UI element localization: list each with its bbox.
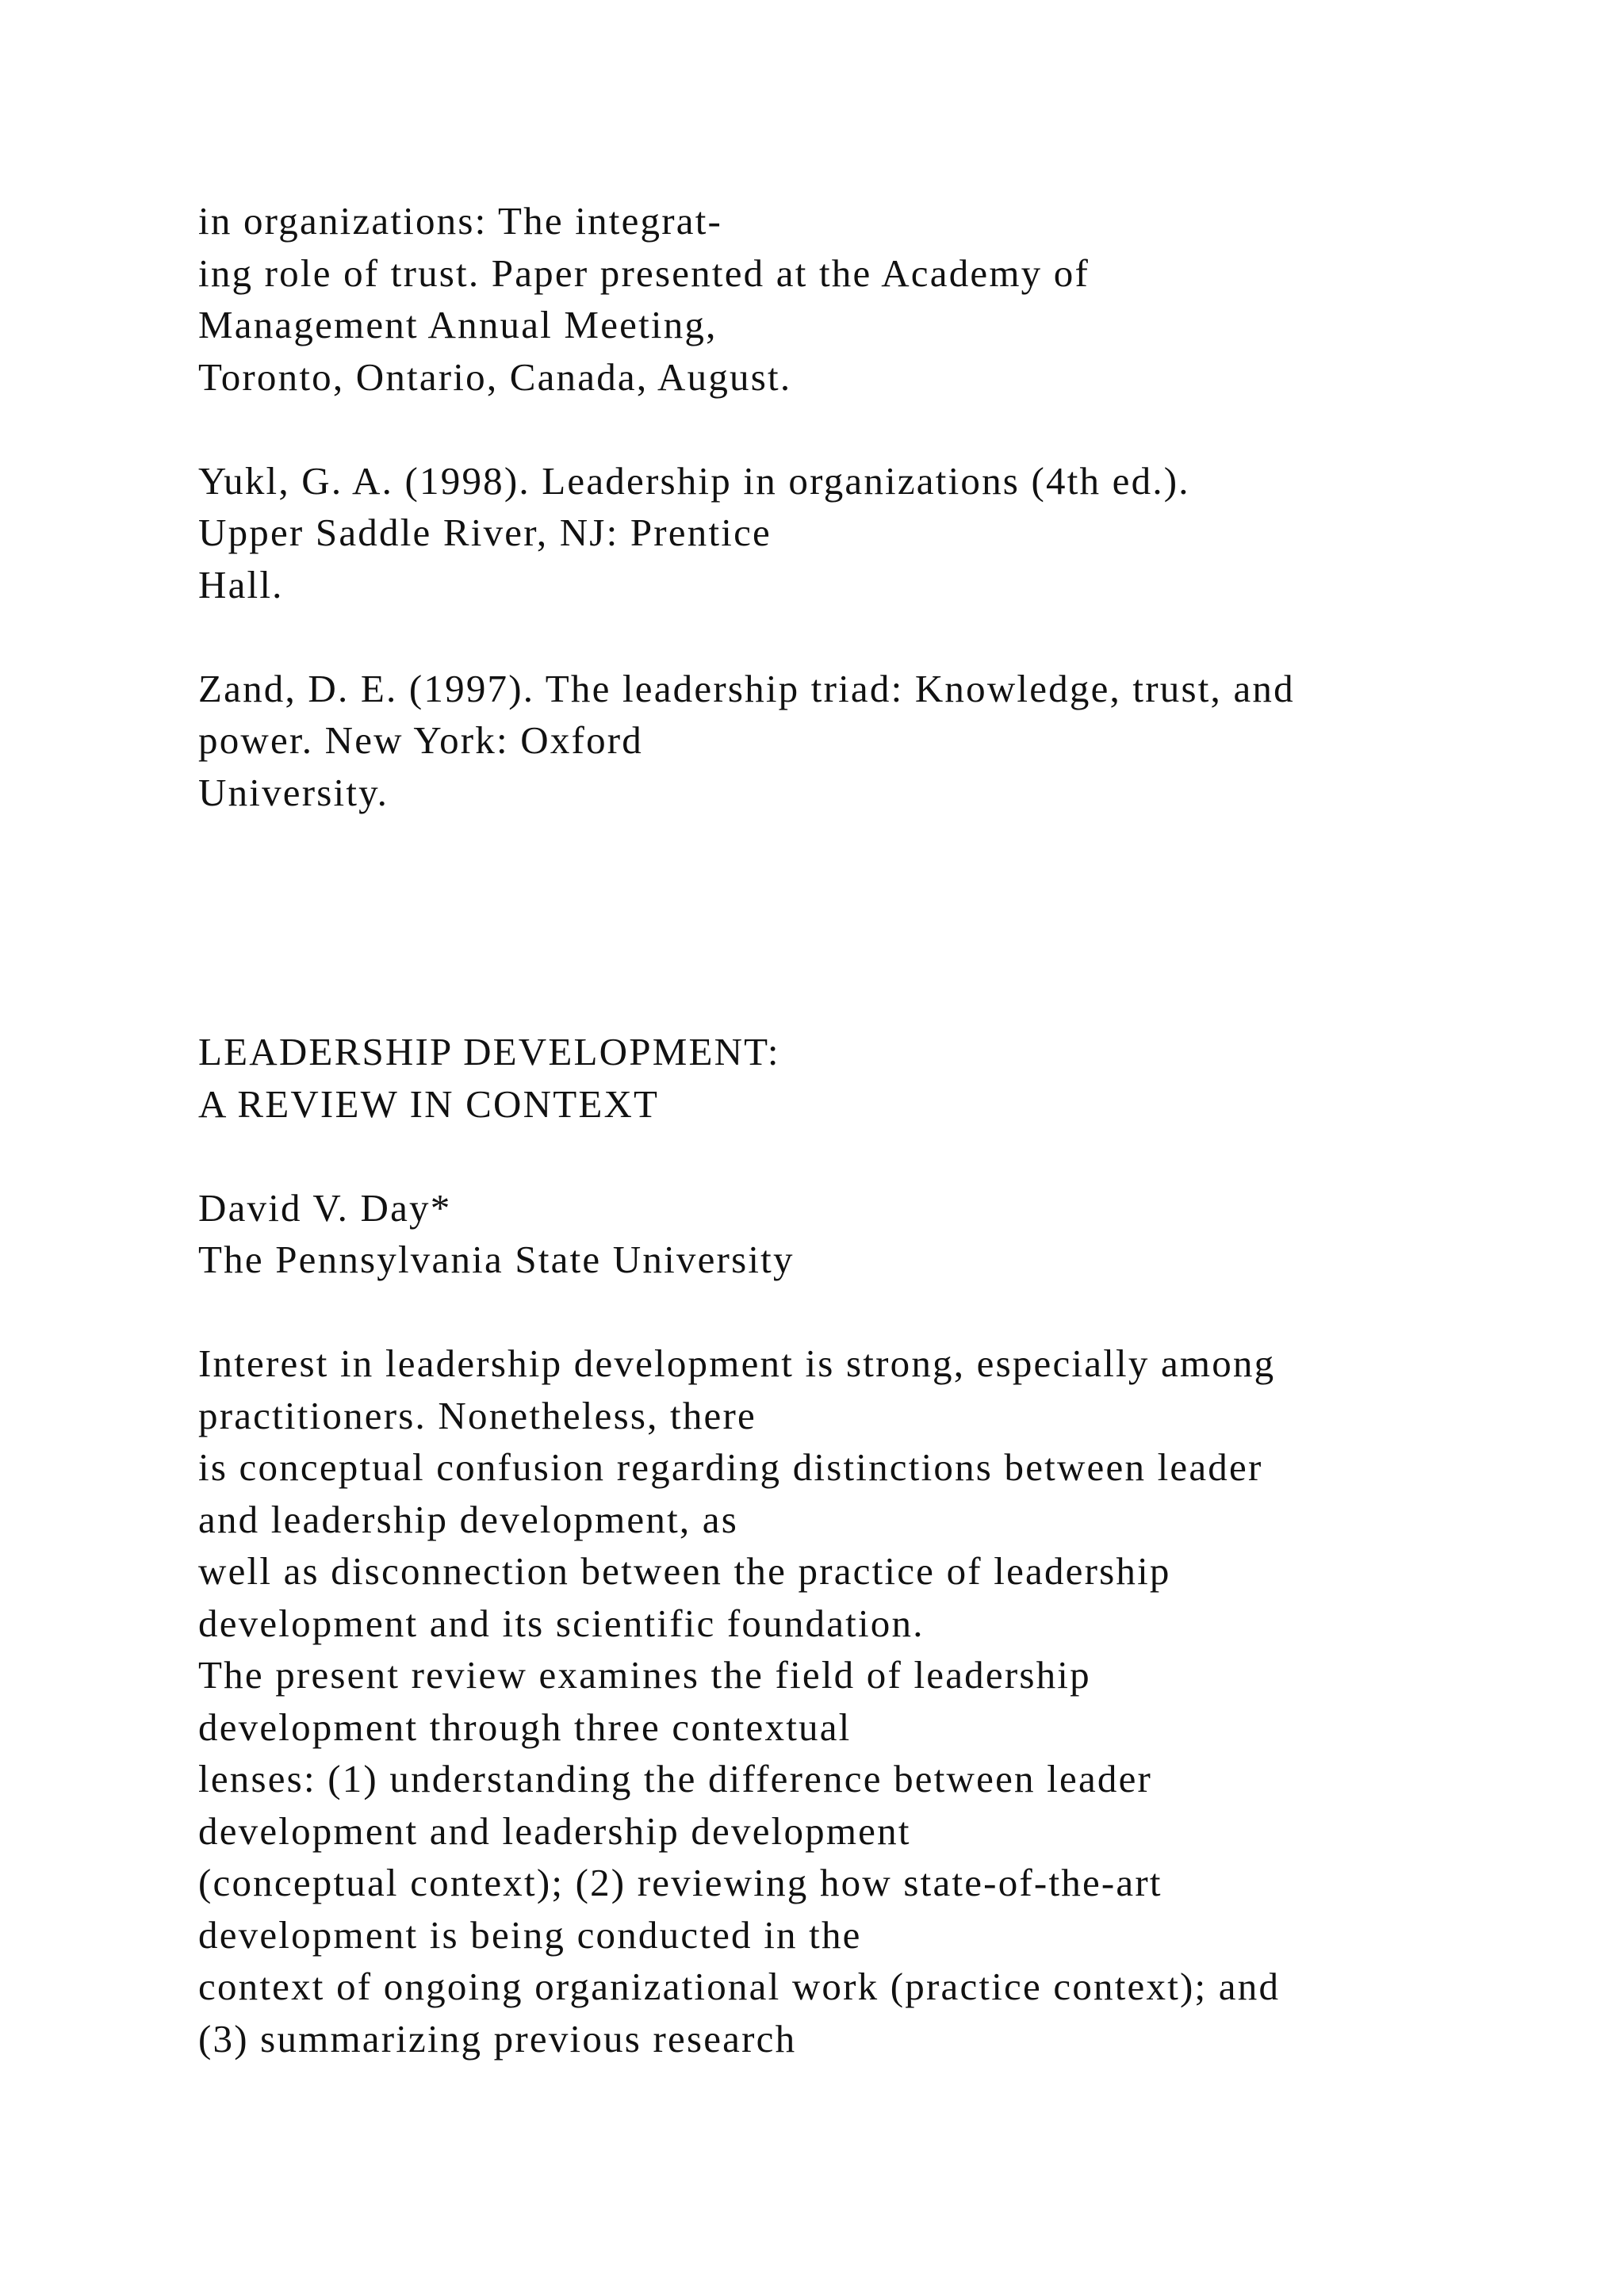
abstract-line: context of ongoing organizational work (practice context); and	[198, 1965, 1281, 2008]
abstract-line: practitioners. Nonetheless, there	[198, 1393, 756, 1437]
abstract-line: The present review examines the field of leadership	[198, 1653, 1091, 1697]
reference-line: Upper Saddle River, NJ: Prentice	[198, 511, 772, 554]
abstract-line: development is being conducted in the	[198, 1912, 862, 1957]
title-line: A REVIEW IN CONTEXT	[198, 1081, 660, 1126]
reference-continuation	[198, 195, 1546, 403]
spacer	[198, 1286, 1546, 1338]
abstract-line: development through three contextual	[198, 1705, 852, 1749]
abstract	[198, 1337, 1546, 2064]
reference-zand	[198, 663, 1546, 819]
reference-yukl	[198, 455, 1546, 611]
abstract-line: is conceptual confusion regarding distinctions between leader	[198, 1445, 1263, 1489]
abstract-line: (conceptual context); (2) reviewing how state-of-the-art	[198, 1861, 1162, 1904]
document-body	[198, 195, 1546, 2064]
abstract-line: development and its scientific foundation.	[198, 1601, 925, 1645]
spacer	[198, 1130, 1546, 1182]
reference-line: power. New York: Oxford	[198, 718, 643, 762]
reference-line: ing role of trust. Paper presented at the Academy of	[198, 251, 1090, 295]
abstract-line: development and leadership development	[198, 1808, 911, 1853]
reference-line: Management Annual Meeting,	[198, 303, 718, 346]
section-gap	[198, 818, 1546, 1026]
author-block	[198, 1182, 1546, 1286]
abstract-line: well as disconnection between the practice of leadership	[198, 1549, 1171, 1593]
abstract-line: lenses: (1) understanding the difference between leader	[198, 1757, 1153, 1800]
author-name: David V. Day*	[198, 1185, 452, 1230]
article-title	[198, 1026, 1546, 1130]
title-line: LEADERSHIP DEVELOPMENT:	[198, 1030, 780, 1073]
reference-line: University.	[198, 770, 389, 814]
reference-line: Hall.	[198, 562, 284, 607]
abstract-line: Interest in leadership development is strong, especially among	[198, 1341, 1276, 1385]
reference-line: in organizations: The integrat-	[198, 199, 723, 243]
reference-line: Toronto, Ontario, Canada, August.	[198, 354, 792, 399]
reference-line: Zand, D. E. (1997). The leadership triad: Knowledge, trust, and	[198, 666, 1295, 710]
abstract-line: (3) summarizing previous research	[198, 2016, 797, 2061]
abstract-line: and leadership development, as	[198, 1497, 739, 1541]
reference-line: Yukl, G. A. (1998). Leadership in organizations (4th ed.).	[198, 458, 1190, 503]
author-affiliation: The Pennsylvania State University	[198, 1238, 795, 1281]
spacer	[198, 610, 1546, 663]
spacer	[198, 403, 1546, 455]
